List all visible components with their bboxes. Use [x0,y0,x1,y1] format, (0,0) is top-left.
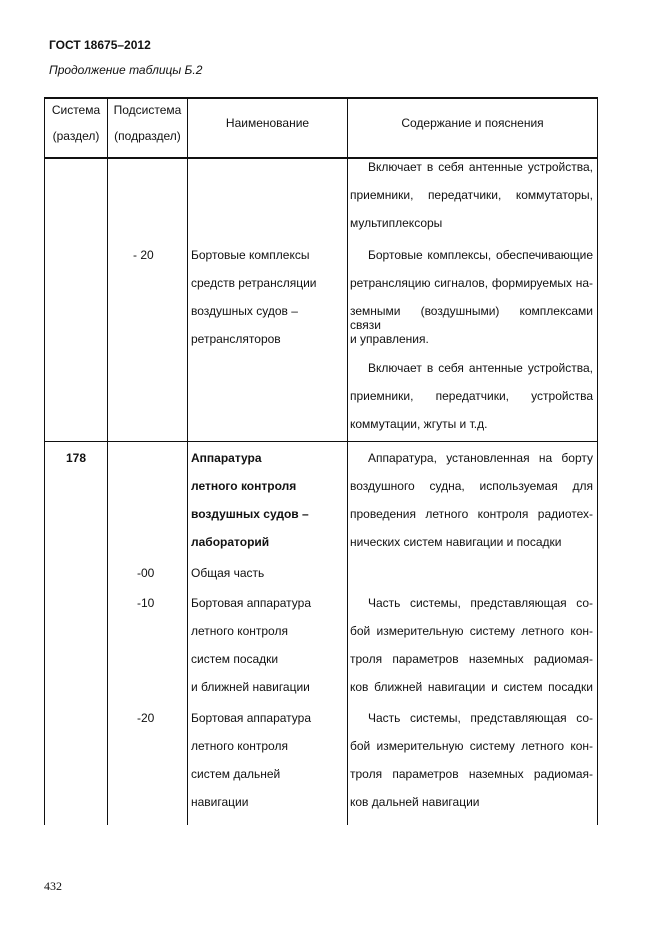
content-line: троля параметров наземных радиомая- [350,652,593,666]
name-line: лабораторий [191,535,270,549]
system-code: 178 [66,451,87,465]
content-line: ков ближней навигации и систем посадки [350,680,593,694]
content-line: бой измерительную систему летного кон- [350,739,593,753]
table-left-border [44,97,45,825]
header-subsystem-line1: Подсистема [113,103,182,117]
name-line: Общая часть [191,566,265,580]
content-line: Включает в себя антенные устройства, [368,160,593,174]
content-line: бой измерительную систему летного кон- [350,624,593,638]
content-line: троля параметров наземных радиомая- [350,767,593,781]
header-system [45,103,107,143]
subsystem-code: -00 [137,566,155,580]
name-line: и ближней навигации [191,680,310,694]
name-line: систем дальней [191,767,281,781]
header-system-line1: Система [51,103,101,117]
header-bottom-border [44,157,598,159]
name-line: навигации [191,795,249,809]
content-line: ков дальней навигации [350,795,480,809]
content-cell [350,160,593,174]
table-top-border [44,97,598,99]
name-line: Бортовая аппаратура [191,596,312,610]
table-continuation-caption: Продолжение таблицы Б.2 [49,63,203,77]
content-line: Бортовые комплексы, обеспечивающие [368,248,593,262]
name-line: средств ретрансляции [191,276,317,290]
name-line: воздушных судов – [191,507,309,521]
header-subsystem [108,103,187,143]
name-line: летного контроля [191,739,288,753]
table-right-border [597,97,598,825]
name-line: воздушных судов – [191,304,298,318]
content-line: мультиплексоры [350,216,443,230]
column-divider-3 [347,97,348,825]
subsystem-code: -20 [137,711,155,725]
name-line: Аппаратура [191,451,262,465]
name-line: летного контроля [191,479,297,493]
content-line: Включает в себя антенные устройства, [368,361,593,375]
column-divider-1 [107,97,108,825]
standard-code: ГОСТ 18675–2012 [49,38,151,52]
subsystem-code: -10 [137,596,155,610]
content-line: приемники, передатчики, устройства [350,389,593,403]
header-system-line2: (раздел) [52,129,100,143]
column-divider-2 [187,97,188,825]
page-number: 432 [44,879,62,893]
content-line: проведения летного контроля радиотех- [350,507,593,521]
content-line: коммутации, жгуты и т.д. [350,417,488,431]
header-name: Наименование [225,116,310,130]
header-content: Содержание и пояснения [401,116,544,130]
content-line: приемники, передатчики, коммутаторы, [350,188,593,202]
content-line: Часть системы, представляющая со- [368,711,593,725]
name-line: систем посадки [191,652,279,666]
name-line: летного контроля [191,624,288,638]
content-line: Аппаратура, установленная на борту [368,451,593,465]
content-cell [350,188,593,202]
subsystem-code: - 20 [133,248,154,262]
name-line: ретрансляторов [191,332,281,346]
content-line: ретрансляцию сигналов, формируемых на- [350,276,593,290]
content-line: Часть системы, представляющая со- [368,596,593,610]
name-line: Бортовые комплексы [191,248,310,262]
content-line: воздушного судна, используемая для [350,479,593,493]
content-line: земными (воздушными) комплексами связи [350,304,593,332]
header-subsystem-line2: (подраздел) [114,129,181,143]
content-line: и управления. [350,332,429,346]
row-divider [44,441,598,442]
content-line: нических систем навигации и посадки [350,535,562,549]
name-line: Бортовая аппаратура [191,711,312,725]
